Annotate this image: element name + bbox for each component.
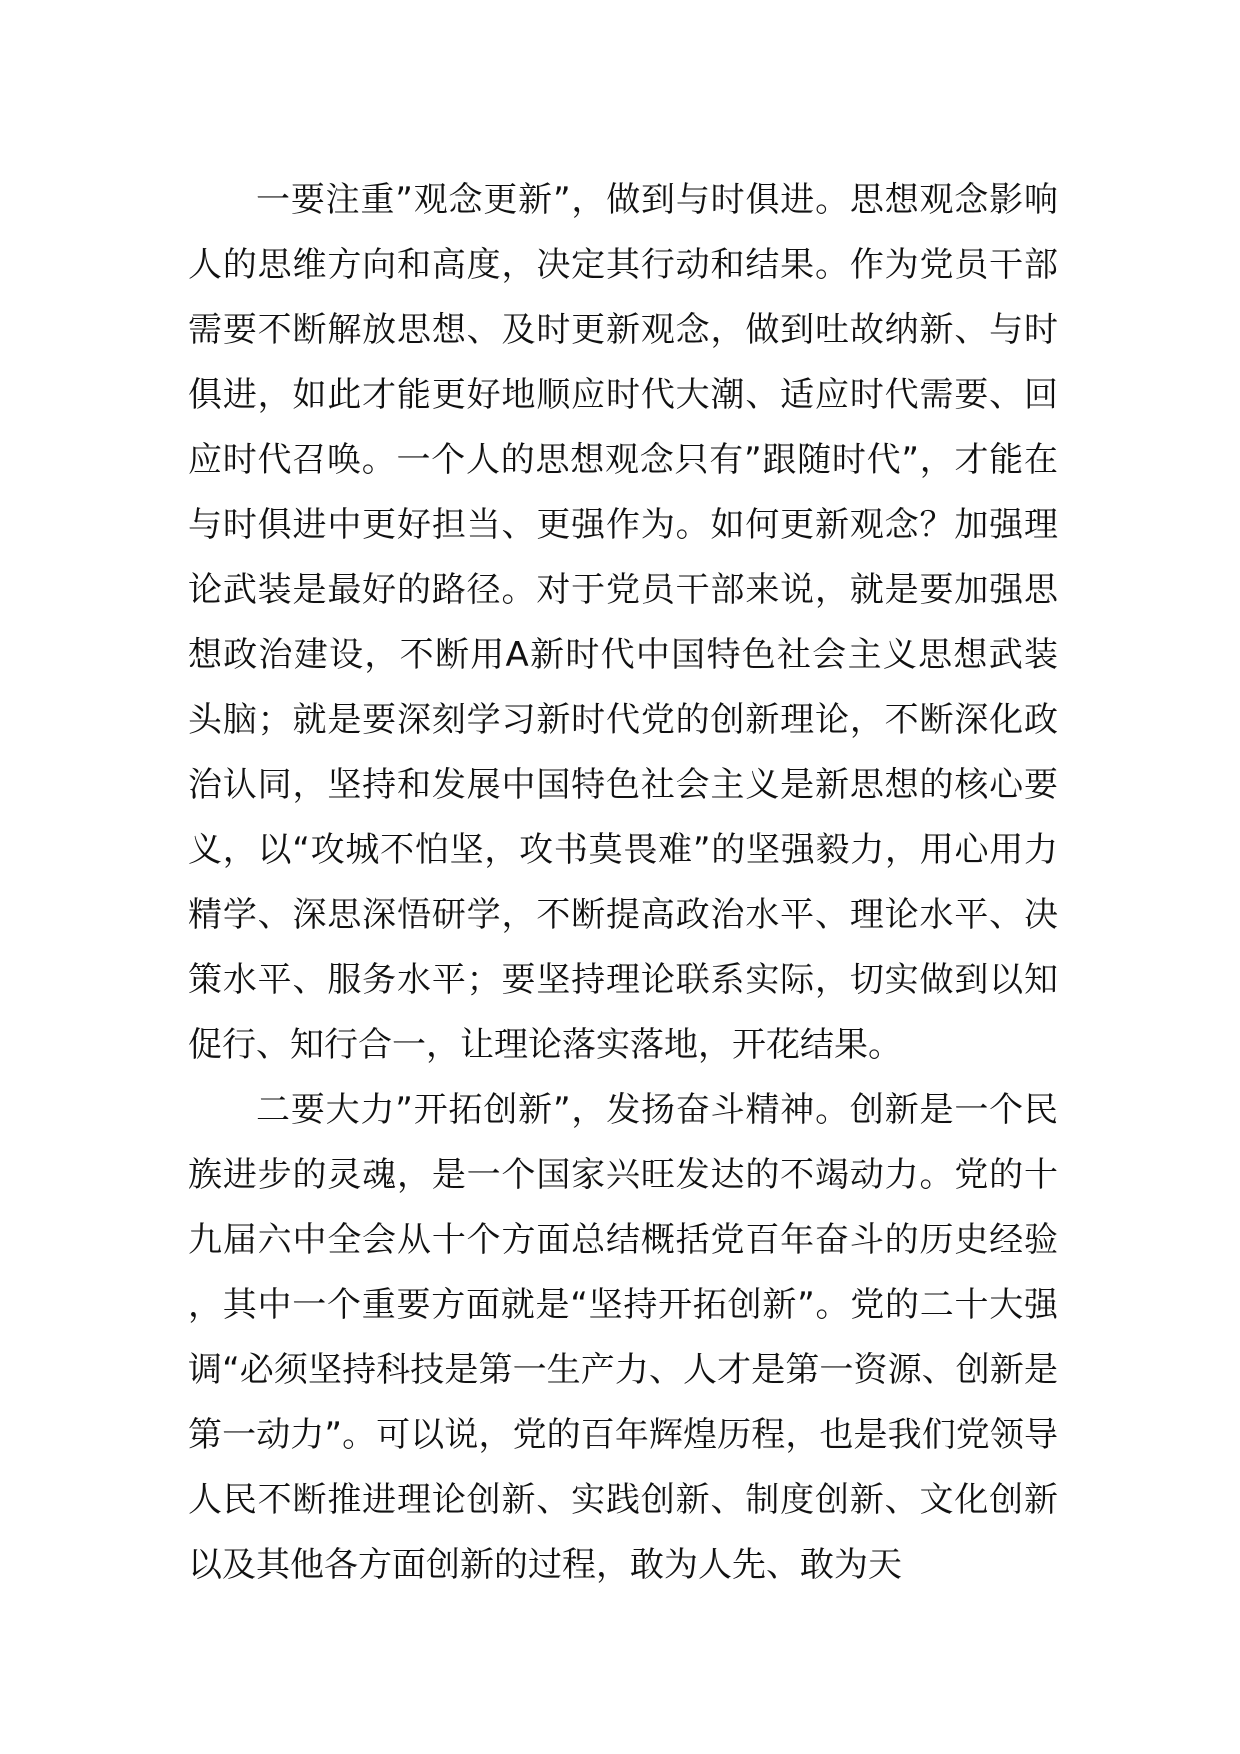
document-body — [188, 168, 1058, 1598]
paragraph-1: 一要注重”观念更新”，做到与时俱进。思想观念影响人的思维方向和高度，决定其行动和结果。作为党员干部需要不断解放思想、及时更新观念，做到吐故纳新、与时俱进，如此才能更好地顺应时代大潮、适应时代需要、回应时代召唤。一个人的思想观念只有”跟随时代”，才能在与时俱进中更好担当、更强作为。如何更新观念？加强理论武装是最好的路径。对于党员干部来说，就是要加强思想政治建设，不断用A新时代中国特色社会主义思想武装头脑；就是要深刻学习新时代党的创新理论，不断深化政治认同，坚持和发展中国特色社会主义是新思想的核心要义，以“攻城不怕坚，攻书莫畏难”的坚强毅力，用心用力精学、深思深悟研学，不断提高政治水平、理论水平、决策水平、服务水平；要坚持理论联系实际，切实做到以知促行、知行合一，让理论落实落地，开花结果。 — [188, 180, 1058, 1065]
paragraph-2: 二要大力”开拓创新”，发扬奋斗精神。创新是一个民族进步的灵魂，是一个国家兴旺发达的不竭动力。党的十九届六中全会从十个方面总结概括党百年奋斗的历史经验，其中一个重要方面就是“坚持开拓创新”。党的二十大强调“必须坚持科技是第一生产力、人才是第一资源、创新是第一动力”。可以说，党的百年辉煌历程，也是我们党领导人民不断推进理论创新、实践创新、制度创新、文化创新以及其他各方面创新的过程，敢为人先、敢为天 — [188, 1090, 1058, 1585]
